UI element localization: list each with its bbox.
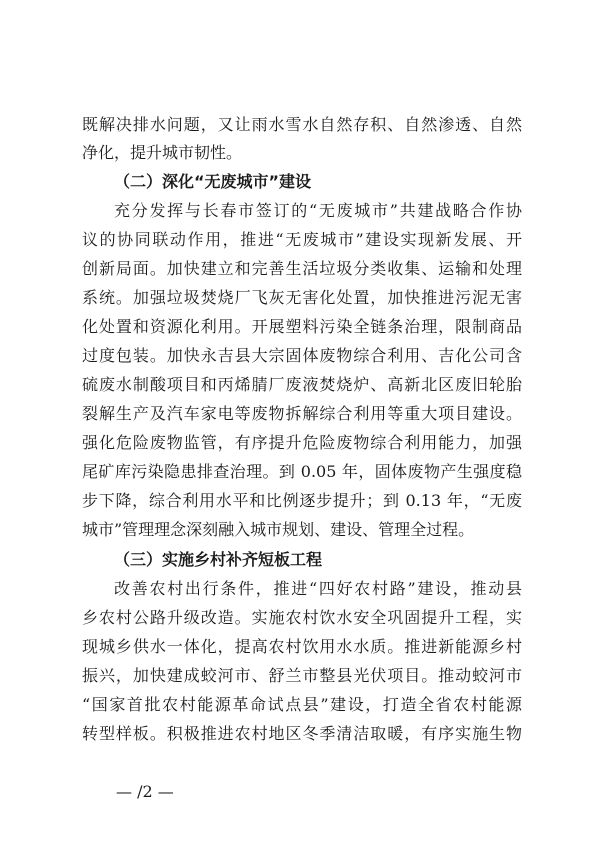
body-line-20: 振兴，加快建成蛟河市、舒兰市整县光伏项目。推动蛟河市 [82,666,522,685]
body-line-4: 充分发挥与长春市签订的“无废城市”共建战略合作协 [114,201,522,220]
body-line-9: 过度包装。加快永吉县大宗固体废物综合利用、吉化公司含 [82,346,522,365]
section-heading-2: （二）深化“无废城市”建设 [114,172,312,191]
body-line-2: 净化，提升城市韧性。 [82,143,243,162]
body-line-17: 改善农村出行条件，推进“四好农村路”建设，推动县 [114,579,522,598]
body-line-13: 尾矿库污染隐患排查治理。到 0.05 年，固体废物产生强度稳 [82,462,522,481]
body-line-1: 既解决排水问题，又让雨水雪水自然存积、自然渗透、自然 [82,115,522,134]
body-line-6: 创新局面。加快建立和完善生活垃圾分类收集、运输和处理 [82,259,522,278]
body-line-11: 裂解生产及汽车家电等废物拆解综合利用等重大项目建设。 [82,404,522,423]
body-line-22: 转型样板。积极推进农村地区冬季清洁取暖，有序实施生物 [82,724,522,743]
body-line-8: 化处置和资源化利用。开展塑料污染全链条治理，限制商品 [82,317,522,336]
body-line-5: 议的协同联动作用，推进“无废城市”建设实现新发展、开 [82,230,522,249]
body-line-21: “国家首批农村能源革命试点县”建设，打造全省农村能源 [82,695,522,714]
body-line-19: 现城乡供水一体化，提高农村饮用水水质。推进新能源乡村 [82,637,522,656]
section-heading-3: （三）实施乡村补齐短板工程 [114,550,323,569]
page-number: — /2 — [116,782,174,801]
body-line-18: 乡农村公路升级改造。实施农村饮水安全巩固提升工程，实 [82,608,522,627]
body-line-7: 系统。加强垃圾焚烧厂飞灰无害化处置，加快推进污泥无害 [82,288,522,307]
body-line-12: 强化危险废物监管，有序提升危险废物综合利用能力，加强 [82,433,522,452]
body-line-14: 步下降，综合利用水平和比例逐步提升；到 0.13 年，“无废 [82,491,522,510]
body-line-15: 城市”管理理念深刻融入城市规划、建设、管理全过程。 [82,520,475,539]
body-line-10: 硫废水制酸项目和丙烯腈厂废液焚烧炉、高新北区废旧轮胎 [82,375,522,394]
